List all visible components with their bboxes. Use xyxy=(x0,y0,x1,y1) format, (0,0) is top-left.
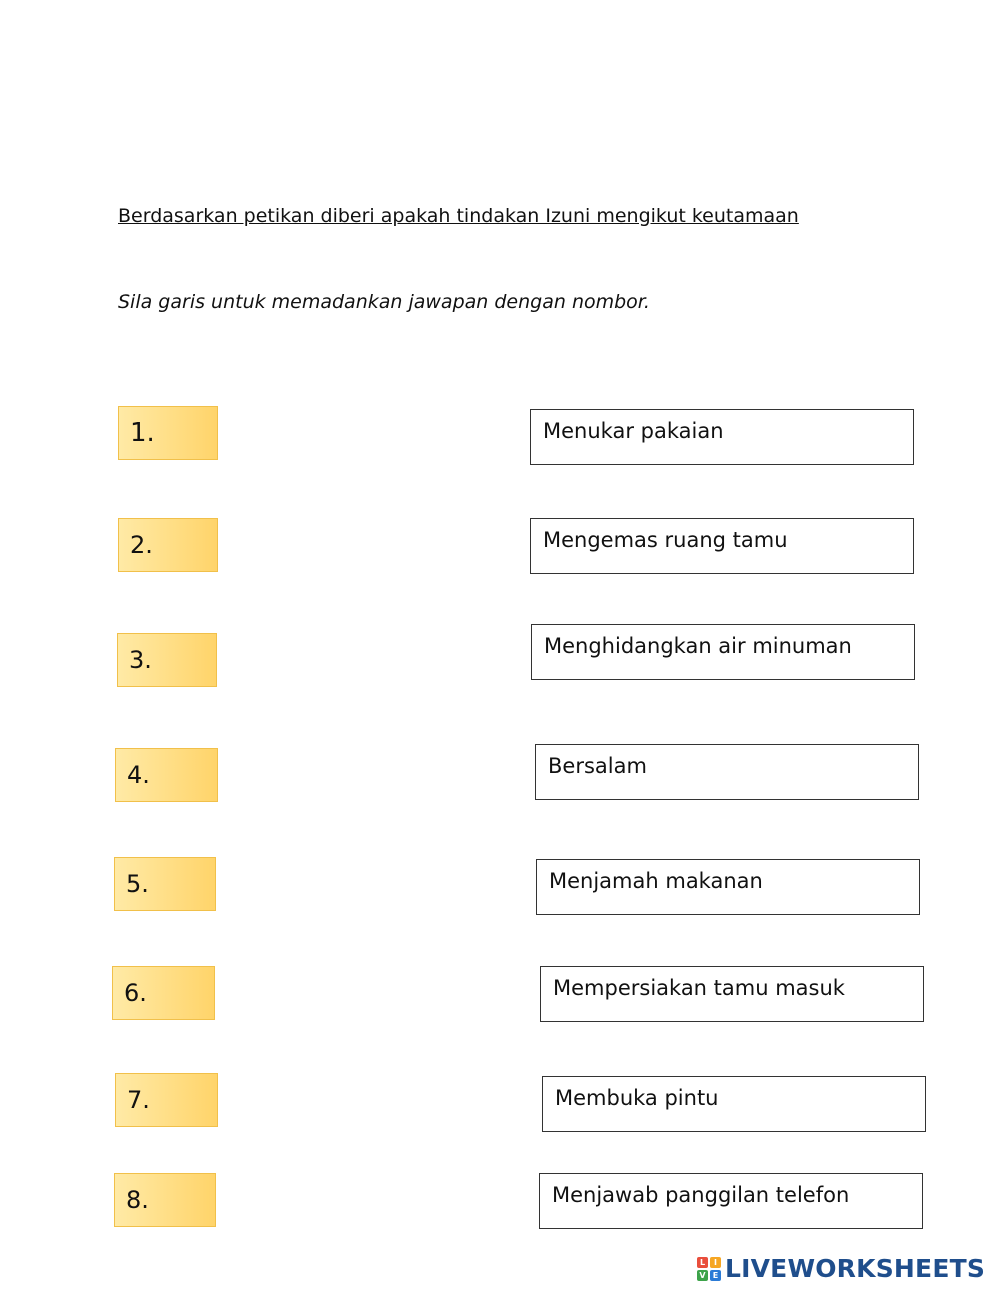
answer-box-5[interactable] xyxy=(536,859,920,915)
answer-text: Menukar pakaian xyxy=(543,419,724,443)
number-label: 6. xyxy=(124,979,147,1007)
answer-text: Mengemas ruang tamu xyxy=(543,528,788,552)
answer-box-2[interactable] xyxy=(530,518,914,574)
answer-box-7[interactable] xyxy=(542,1076,926,1132)
logo-letter: V xyxy=(697,1270,708,1281)
number-box-3[interactable] xyxy=(117,633,217,687)
logo-letter: I xyxy=(710,1257,721,1268)
number-box-1[interactable] xyxy=(118,406,218,460)
number-label: 5. xyxy=(126,870,149,898)
answer-box-4[interactable] xyxy=(535,744,919,800)
answer-text: Menghidangkan air minuman xyxy=(544,634,852,658)
answer-text: Menjamah makanan xyxy=(549,869,763,893)
number-label: 7. xyxy=(127,1086,150,1114)
number-box-6[interactable] xyxy=(112,966,215,1020)
number-label: 4. xyxy=(127,761,150,789)
answer-text: Membuka pintu xyxy=(555,1086,719,1110)
answer-box-6[interactable] xyxy=(540,966,924,1022)
answer-text: Mempersiakan tamu masuk xyxy=(553,976,845,1000)
answer-box-3[interactable] xyxy=(531,624,915,680)
worksheet-title: Berdasarkan petikan diberi apakah tindakan Izuni mengikut keutamaan xyxy=(118,205,799,227)
number-box-5[interactable] xyxy=(114,857,216,911)
number-box-4[interactable] xyxy=(115,748,218,802)
number-box-7[interactable] xyxy=(115,1073,218,1127)
logo-mark-icon xyxy=(697,1257,721,1281)
logo-letter: E xyxy=(710,1270,721,1281)
logo-text: LIVEWORKSHEETS xyxy=(725,1254,986,1283)
worksheet-instruction: Sila garis untuk memadankan jawapan dengan nombor. xyxy=(118,291,650,313)
logo-letter: L xyxy=(697,1257,708,1268)
number-label: 2. xyxy=(130,531,153,559)
number-label: 1. xyxy=(130,418,155,448)
number-box-2[interactable] xyxy=(118,518,218,572)
answer-box-8[interactable] xyxy=(539,1173,923,1229)
answer-box-1[interactable] xyxy=(530,409,914,465)
number-label: 3. xyxy=(129,646,152,674)
answer-text: Bersalam xyxy=(548,754,647,778)
liveworksheets-logo xyxy=(697,1254,985,1283)
number-box-8[interactable] xyxy=(114,1173,216,1227)
answer-text: Menjawab panggilan telefon xyxy=(552,1183,850,1207)
number-label: 8. xyxy=(126,1186,149,1214)
